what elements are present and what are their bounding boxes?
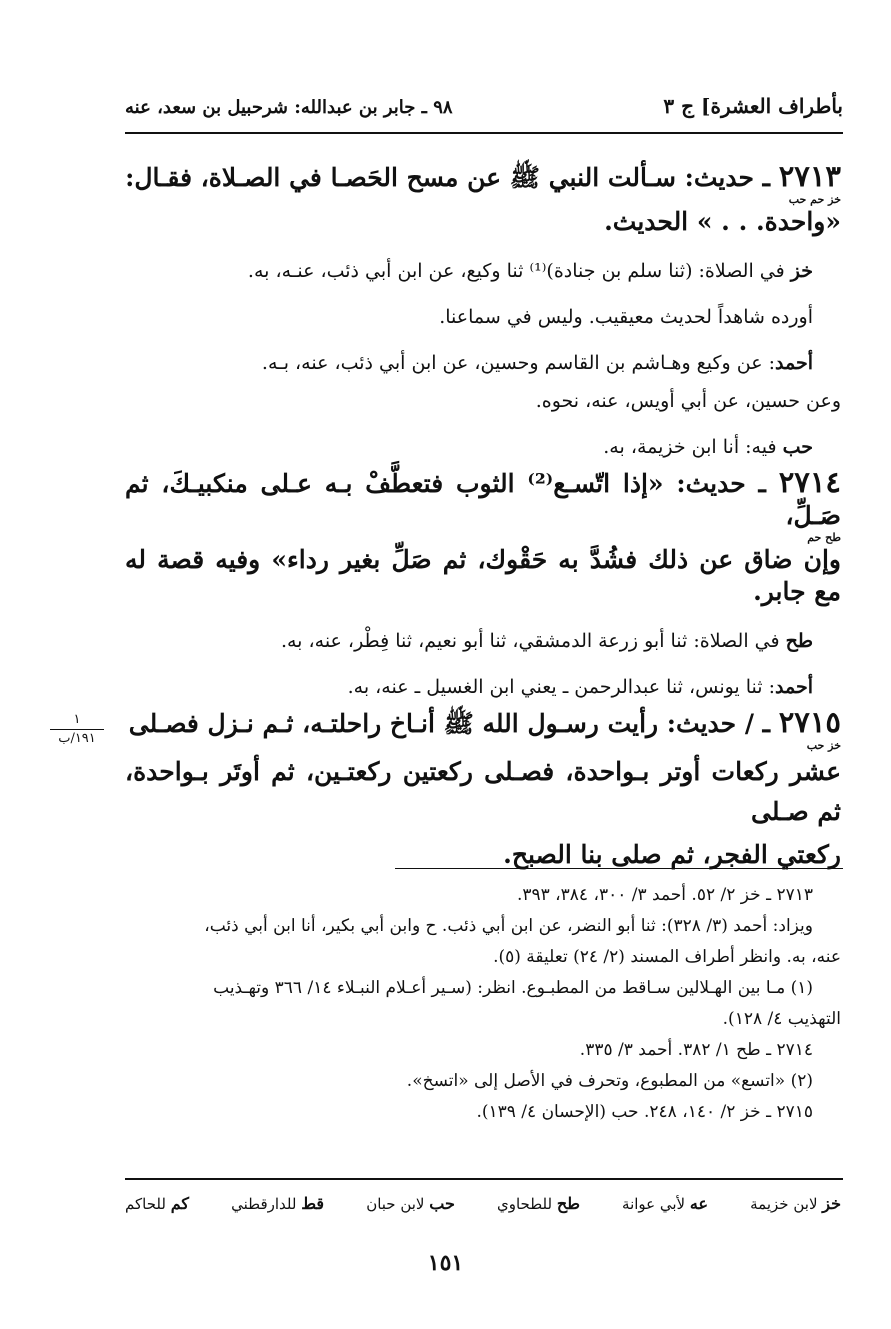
sigla: خز حب — [806, 739, 841, 752]
hadith-number: ٢٧١٣ — [778, 159, 841, 193]
footnote-line: ٢٧١٥ ـ خز ٢/ ١٤٠، ٢٤٨. حب (الإحسان ٤/ ١٣٩). — [476, 1102, 813, 1122]
isnad-text: في الصلاة: (ثنا سلم بن جنادة)⁽¹⁾ ثنا وكيع، عن ابن أبي ذئب، عنـه، به. — [247, 260, 791, 282]
header-rule — [125, 132, 843, 134]
isnad-paragraph — [125, 428, 841, 466]
main-text — [125, 160, 841, 878]
hadith-text: ـ حديث: «إذا اتّسـع⁽²⁾ الثوب فتعطَّفْ بـه عـلى منكبيـكَ، ثم صَـلِّ، — [125, 469, 841, 530]
hadith-text: ـ حديث: سـألت النبي ﷺ عن مسح الحَصـا في الصـلاة، فقـال: — [125, 163, 779, 192]
sigla: خز حم حب — [788, 193, 841, 206]
hadith-number: ٢٧١٤ — [778, 465, 841, 499]
hadith-2715 — [125, 706, 841, 878]
legend-item: عه لأبي عوانة — [622, 1194, 709, 1213]
footnote-line: التهذيب ٤/ ١٢٨). — [722, 1009, 841, 1029]
footnote-rule — [395, 868, 843, 869]
hadith-text-cont: «واحدة. . . » الحديث. — [604, 207, 841, 236]
isnad-paragraph: وعن حسين، عن أبي أويس، عنه، نحوه. — [535, 390, 841, 412]
hadith-2714 — [125, 466, 841, 706]
hadith-text-cont: ركعتي الفجر، ثم صلى بنا الصبح. — [503, 840, 841, 869]
legend-item: خز لابن خزيمة — [750, 1194, 841, 1213]
page-number: ١٥١ — [427, 1250, 464, 1276]
footnote-line: (٢) «اتسع» من المطبوع، وتحرف في الأصل إلى «اتسخ». — [406, 1071, 813, 1091]
isnad-paragraph — [125, 622, 841, 660]
sigla: طح حم — [807, 531, 841, 544]
legend-rule — [125, 1178, 843, 1180]
isnad-text: : ثنا يونس، ثنا عبدالرحمن ـ يعني ابن الغسيل ـ عنه، به. — [347, 676, 776, 698]
legend-item: كم للحاكم — [125, 1194, 190, 1213]
hadith-2715-heading — [125, 706, 841, 740]
hadith-number: ٢٧١٥ — [778, 705, 841, 739]
manuscript-folio-note — [42, 712, 112, 747]
hadith-text-cont: عشر ركعات أوتر بـواحدة، فصـلى ركعتين ركعتـين، ثم أوتَر بـواحدة، ثم صـلى — [125, 757, 841, 826]
legend-item: حب لابن حبان — [366, 1194, 455, 1213]
legend-item: طح للطحاوي — [497, 1194, 580, 1213]
legend-item: قط للدارقطني — [231, 1194, 325, 1213]
hadith-text-cont: وإن ضاق عن ذلك فشُدَّ به حَقْوك، ثم صَلِّ بغير رداء» وفيه قصة له مع جابر. — [125, 545, 841, 606]
isnad-paragraph — [125, 252, 841, 290]
folio-bar — [50, 729, 104, 730]
isnad-text: : عن وكيع وهـاشم بن القاسم وحسين، عن ابن أبي ذئب، عنه، بـه. — [261, 352, 776, 374]
footnote-line: (١) مـا بين الهـلالين سـاقط من المطبـوع. انظر: (سـير أعـلام النبـلاء ١٤/ ٣٦٦ وتهـذيب — [213, 978, 813, 998]
source-code: أحمد — [775, 676, 813, 698]
isnad-paragraph — [125, 344, 841, 382]
header-chapter: ٩٨ ـ جابر بن عبدالله: شرحبيل بن سعد، عنه — [125, 97, 453, 118]
footnote-line: ٢٧١٤ ـ طح ١/ ٣٨٢. أحمد ٣/ ٣٣٥. — [579, 1040, 813, 1060]
isnad-text: في الصلاة: ثنا أبو زرعة الدمشقي، ثنا أبو نعيم، ثنا فِطْر، عنه، به. — [280, 630, 786, 652]
note-paragraph: أورده شاهداً لحديث معيقيب. وليس في سماعنا. — [439, 306, 813, 328]
abbreviation-legend — [125, 1194, 841, 1213]
source-code: أحمد — [775, 352, 813, 374]
source-code: طح — [785, 630, 813, 652]
footnotes — [125, 880, 841, 1128]
source-code: خز — [790, 260, 813, 282]
footnote-line: عنه، به. وانظر أطراف المسند (٢/ ٢٤) تعليقة (٥). — [493, 947, 841, 967]
footnote-line: ٢٧١٣ ـ خز ٢/ ٥٢. أحمد ٣/ ٣٠٠، ٣٨٤، ٣٩٣. — [516, 885, 813, 905]
isnad-text: فيه: أنا ابن خزيمة، به. — [603, 436, 783, 458]
running-header — [125, 82, 843, 118]
folio-top: ١ — [73, 712, 81, 727]
hadith-2714-heading — [125, 466, 841, 532]
hadith-2713-heading — [125, 160, 841, 194]
isnad-paragraph — [125, 668, 841, 706]
folio-bottom: ١٩١/ب — [58, 731, 96, 746]
header-volume: بأطراف العشرة] ج ٣ — [663, 94, 843, 118]
hadith-text: ـ / حديث: رأيت رسـول الله ﷺ أنـاخ راحلتـه، ثـم نـزل فصـلى — [128, 709, 779, 738]
footnote-line: ويزاد: أحمد (٣/ ٣٢٨): ثنا أبو النضر، عن ابن أبي ذئب. ح وابن أبي بكير، أنا ابن أبي ذئب، — [204, 916, 813, 936]
source-code: حب — [782, 436, 813, 458]
hadith-2713 — [125, 160, 841, 466]
